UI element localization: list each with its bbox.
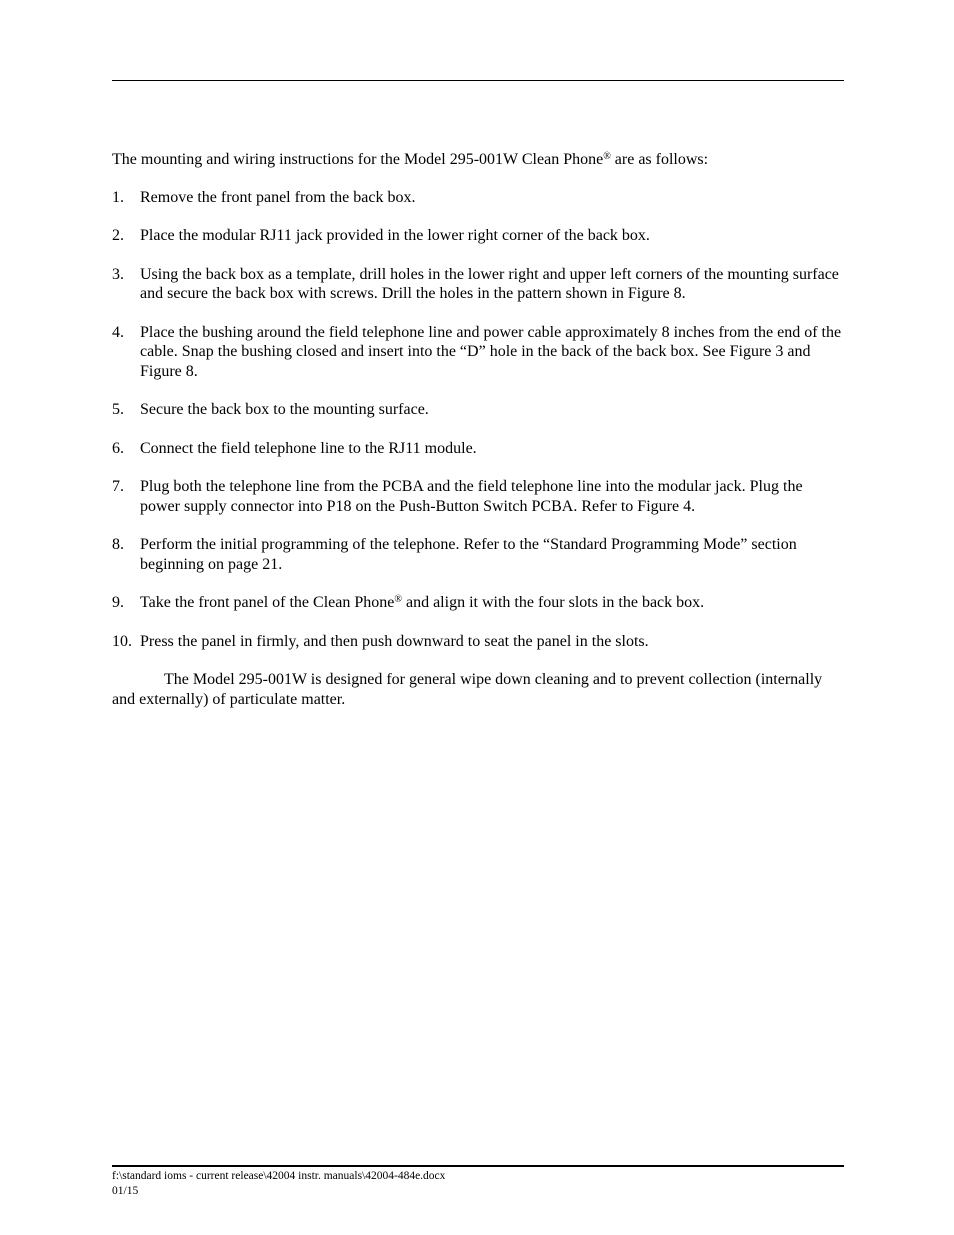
list-item xyxy=(112,593,844,613)
footer-date: 01/15 xyxy=(112,1185,139,1197)
list-item xyxy=(112,400,844,420)
step-text-end: and align it with the four slots in the back box. xyxy=(401,594,705,611)
step-text: Connect the field telephone line to the RJ11 module. xyxy=(140,439,477,457)
page-footer xyxy=(112,1169,445,1199)
step-number: 2. xyxy=(112,227,124,244)
intro-paragraph xyxy=(112,150,844,170)
footer-file-path: f:\standard ioms - current release\42004 instr. manuals\42004-484e.docx xyxy=(112,1170,446,1182)
list-item xyxy=(112,323,844,382)
intro-text: The mounting and wiring instructions for the Model 295-001W Clean Phone xyxy=(112,151,604,168)
step-text: Using the back box as a template, drill holes in the lower right and upper left corners of the mounting surface and secure the back box with screws. Drill the holes in the pattern shown in Figure 8. xyxy=(140,265,839,302)
step-text: Secure the back box to the mounting surface. xyxy=(140,401,429,418)
registered-mark: ® xyxy=(394,594,402,605)
step-number: 3. xyxy=(112,265,124,283)
list-item xyxy=(112,535,844,574)
list-item xyxy=(112,477,844,516)
step-text: Take the front panel of the Clean Phone xyxy=(140,594,395,611)
registered-mark: ® xyxy=(603,151,611,162)
list-item xyxy=(112,226,844,246)
step-text: Plug both the telephone line from the PCBA and the field telephone line into the modular jack. Plug the power supply connector into P18 on the Push-Button Switch PCBA. Refer to Figure 4. xyxy=(140,478,803,515)
footer-rule xyxy=(112,1165,844,1167)
step-text: Place the modular RJ11 jack provided in the lower right corner of the back box. xyxy=(140,227,650,244)
step-text: Perform the initial programming of the telephone. Refer to the “Standard Programming Mode” section beginning on page 21. xyxy=(140,536,797,573)
list-item xyxy=(112,439,844,459)
intro-text-end: are as follows: xyxy=(610,151,709,168)
step-number: 5. xyxy=(112,401,124,418)
step-number: 8. xyxy=(112,536,124,553)
header-rule xyxy=(112,80,844,81)
page-body xyxy=(112,150,844,709)
list-item xyxy=(112,265,844,304)
step-text: Place the bushing around the field telephone line and power cable approximately 8 inches from the end of the cable. Snap the bushing closed and insert into the “D” hole in the back of the back box. See Figure 3 and Figure 8. xyxy=(140,323,842,380)
step-number: 4. xyxy=(112,323,124,341)
step-number: 6. xyxy=(112,439,124,457)
list-item xyxy=(112,632,844,652)
closing-paragraph: The Model 295-001W is designed for general wipe down cleaning and to prevent collection (internally and externally) of particulate matter. xyxy=(112,671,823,708)
step-text: Remove the front panel from the back box. xyxy=(140,188,416,206)
list-item xyxy=(112,188,844,208)
step-number: 9. xyxy=(112,594,124,611)
step-number: 10. xyxy=(112,632,132,650)
instruction-list xyxy=(112,188,844,652)
step-number: 7. xyxy=(112,478,124,495)
step-text: Press the panel in firmly, and then push downward to seat the panel in the slots. xyxy=(140,632,649,650)
step-number: 1. xyxy=(112,188,124,206)
